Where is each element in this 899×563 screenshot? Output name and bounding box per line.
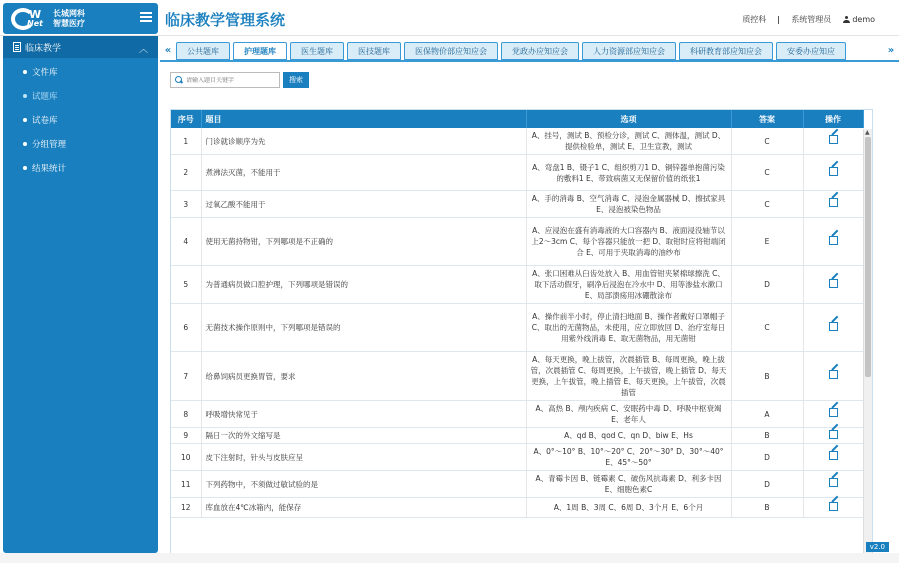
sidebar-item-label: 试卷库	[32, 116, 58, 126]
row-index: 2	[171, 155, 201, 191]
table-row	[171, 401, 863, 428]
row-index: 5	[171, 266, 201, 304]
row-index: 7	[171, 352, 201, 401]
tab-medtech-bank[interactable]: 医技题库	[347, 42, 401, 60]
search-icon	[175, 76, 183, 84]
scrollbar-thumb[interactable]	[865, 137, 871, 377]
search-input[interactable]	[186, 77, 278, 84]
row-options: A、0°～10° B、10°～20° C、20°～30° D、30°～40° E、45°～50°	[526, 444, 731, 471]
row-index: 4	[171, 218, 201, 266]
row-answer: B	[731, 352, 803, 401]
row-action	[803, 266, 863, 304]
row-question: 呼吸增快常见于	[201, 401, 526, 428]
table-row	[171, 471, 863, 498]
row-answer: C	[731, 128, 803, 155]
col-header-index: 序号	[171, 110, 201, 128]
sidebar-section-clinical[interactable]	[3, 36, 158, 58]
row-action	[803, 304, 863, 352]
table-header-row	[171, 110, 863, 128]
row-question: 煮沸法灭菌，不能用于	[201, 155, 526, 191]
footer-strip	[0, 553, 899, 563]
row-question: 隔日一次的外文缩写是	[201, 428, 526, 444]
row-options: A、手的消毒 B、空气消毒 C、浸泡金属器械 D、擦拭家具 E、浸泡被染色物品	[526, 191, 731, 218]
tab-nursing-bank[interactable]: 护理题库	[233, 42, 287, 60]
row-action	[803, 191, 863, 218]
col-header-options: 选项	[526, 110, 731, 128]
sidebar-item-label: 分组管理	[32, 140, 67, 150]
sidebar-item-label: 结果统计	[32, 164, 67, 174]
tab-research-edu[interactable]: 科研教育部应知应会	[679, 42, 773, 60]
main-content	[160, 36, 899, 563]
sidebar-item-question-bank[interactable]	[3, 84, 158, 108]
table-row	[171, 498, 863, 518]
row-action	[803, 352, 863, 401]
top-header	[0, 0, 899, 36]
row-question: 给鼻饲病员更换胃管，要求	[201, 352, 526, 401]
bullet-icon	[23, 118, 27, 122]
tab-underline	[160, 60, 899, 62]
row-answer: C	[731, 155, 803, 191]
row-action	[803, 128, 863, 155]
col-header-action: 操作	[803, 110, 863, 128]
row-question: 为普通病员做口腔护理，下列哪项是错误的	[201, 266, 526, 304]
row-index: 1	[171, 128, 201, 155]
row-action	[803, 471, 863, 498]
version-badge: v2.0	[866, 542, 889, 552]
row-index: 10	[171, 444, 201, 471]
table-row	[171, 304, 863, 352]
nav-sys-admin[interactable]: 系统管理员	[791, 15, 832, 24]
question-table	[170, 109, 873, 560]
sidebar-item-label: 文件库	[32, 68, 58, 78]
row-index: 12	[171, 498, 201, 518]
edit-icon[interactable]	[829, 478, 838, 487]
row-question: 门诊就诊顺序为先	[201, 128, 526, 155]
row-question: 过氧乙酸不能用于	[201, 191, 526, 218]
table-row	[171, 352, 863, 401]
col-header-title: 题目	[201, 110, 526, 128]
row-action	[803, 498, 863, 518]
row-answer: B	[731, 498, 803, 518]
logo-text	[53, 9, 85, 29]
edit-icon[interactable]	[829, 236, 838, 245]
tab-public-bank[interactable]: 公共题库	[176, 42, 230, 60]
menu-toggle-icon[interactable]	[140, 12, 152, 23]
bullet-icon	[23, 142, 27, 146]
edit-icon[interactable]	[829, 322, 838, 331]
row-action	[803, 218, 863, 266]
row-action	[803, 401, 863, 428]
row-action	[803, 428, 863, 444]
logo-line2: 智慧医疗	[53, 18, 85, 28]
table-row	[171, 218, 863, 266]
document-icon	[13, 42, 21, 52]
edit-icon[interactable]	[829, 408, 838, 417]
table-row	[171, 191, 863, 218]
logo-w: W	[29, 7, 42, 21]
table-row	[171, 428, 863, 444]
tab-scroll-right-icon[interactable]: »	[887, 45, 895, 56]
table-row	[171, 128, 863, 155]
search-row	[170, 71, 309, 89]
row-answer: E	[731, 218, 803, 266]
table-row	[171, 444, 863, 471]
row-options: A、青霉卡因 B、链霉素 C、破伤风抗毒素 D、利多卡因 E、细胞色素C	[526, 471, 731, 498]
row-answer: B	[731, 428, 803, 444]
tab-doctor-bank[interactable]: 医生题库	[290, 42, 344, 60]
table-scrollbar[interactable]	[863, 129, 872, 560]
user-icon	[843, 16, 850, 23]
row-options: A、操作前半小时，停止清扫地面 B、操作者戴好口罩帽子 C、取出的无菌物品，未使用，应立即放回 D、治疗室每日用紫外线消毒 E、取无菌物品，用无菌钳	[526, 304, 731, 352]
edit-icon[interactable]	[829, 198, 838, 207]
row-index: 8	[171, 401, 201, 428]
row-options: A、qd B、qod C、qn D、biw E、Hs	[526, 428, 731, 444]
edit-icon[interactable]	[829, 370, 838, 379]
bullet-icon	[23, 70, 27, 74]
row-index: 9	[171, 428, 201, 444]
row-index: 3	[171, 191, 201, 218]
logo	[3, 3, 158, 34]
row-question: 下列药物中，不须做过敏试验的是	[201, 471, 526, 498]
logo-line1: 长城网科	[53, 8, 85, 18]
row-options: A、1周 B、3周 C、6周 D、3个月 E、6个月	[526, 498, 731, 518]
table-row	[171, 155, 863, 191]
edit-icon[interactable]	[829, 502, 838, 511]
user-name: demo	[852, 15, 875, 24]
edit-icon[interactable]	[829, 430, 838, 439]
edit-icon[interactable]	[829, 279, 838, 288]
sidebar-item-file-library[interactable]	[3, 60, 158, 84]
tab-insurance-price[interactable]: 医保物价部应知应会	[404, 42, 498, 60]
tab-list	[176, 42, 884, 61]
row-options: A、每天更换，晚上拔管，次晨插管 B、每周更换，晚上拔管，次晨插管 C、每周更换，上午拔管，晚上插管 D、每天更换，上午拔管，晚上插管 E、每天更换，上午拔管，次晨插管	[526, 352, 731, 401]
nav-qc-dept[interactable]: 质控科	[742, 15, 767, 24]
row-question: 无菌技术操作原则中，下列哪项是错误的	[201, 304, 526, 352]
chevron-up-icon: ︿	[138, 45, 148, 55]
row-index: 11	[171, 471, 201, 498]
row-index: 6	[171, 304, 201, 352]
col-header-answer: 答案	[731, 110, 803, 128]
row-answer: D	[731, 444, 803, 471]
search-button[interactable]: 搜索	[283, 72, 309, 88]
row-answer: D	[731, 266, 803, 304]
sidebar-item-paper-library[interactable]	[3, 108, 158, 132]
sidebar-section-label: 临床教学	[25, 43, 62, 54]
logo-net: Net	[27, 18, 43, 28]
row-options: A、张口困难从臼齿处放入 B、用血管钳夹紧棉球擦洗 C、取下活动假牙，刷净后浸泡在冷水中 D、用等渗盐水漱口 E、局部溃疡用冰硼散涂布	[526, 266, 731, 304]
row-answer: C	[731, 304, 803, 352]
nav-divider	[778, 16, 779, 24]
bullet-icon	[23, 94, 27, 98]
tab-bar	[160, 42, 895, 61]
row-answer: A	[731, 401, 803, 428]
gwnet-logo-icon	[11, 8, 49, 30]
row-answer: C	[731, 191, 803, 218]
bullet-icon	[23, 166, 27, 170]
tab-party-office[interactable]: 党政办应知应会	[501, 42, 579, 60]
row-question: 库血放在4℃冰箱内，能保存	[201, 498, 526, 518]
row-options: A、高热 B、颅内疾病 C、安眠药中毒 D、呼吸中枢衰竭 E、老年人	[526, 401, 731, 428]
table-row	[171, 266, 863, 304]
tab-safety-office[interactable]: 安委办应知应	[776, 42, 846, 60]
search-box	[170, 72, 280, 88]
row-action	[803, 444, 863, 471]
edit-icon[interactable]	[829, 451, 838, 460]
sidebar-item-result-stats[interactable]	[3, 156, 158, 180]
user-menu[interactable]	[843, 15, 875, 24]
top-nav	[742, 14, 875, 25]
scroll-up-icon[interactable]: ▲	[865, 129, 870, 136]
tab-scroll-left-icon[interactable]: «	[164, 45, 172, 56]
sidebar	[3, 36, 158, 553]
sidebar-item-group-management[interactable]	[3, 132, 158, 156]
tab-hr-dept[interactable]: 人力资源部应知应会	[582, 42, 676, 60]
row-options: A、应浸泡在盛有消毒液的大口容器内 B、液面浸没轴节以上2～3cm C、每个容器只能放一把 D、取钳时应将钳端闭合 E、可用于夹取消毒的油纱布	[526, 218, 731, 266]
edit-icon[interactable]	[829, 167, 838, 176]
row-question: 使用无菌持物钳，下列哪项是不正确的	[201, 218, 526, 266]
row-question: 皮下注射时，针头与皮肤应呈	[201, 444, 526, 471]
row-options: A、弯盘1 B、镊子1 C、组织剪刀1 D、铜锌器单抱菌污染的敷料1 E、带致病菌又无保留价值的纸张1	[526, 155, 731, 191]
edit-icon[interactable]	[829, 135, 838, 144]
row-options: A、挂号，测试 B、预检分诊，测试 C、测体温，测试 D、提供检验单，测试 E、卫生宣教，测试	[526, 128, 731, 155]
row-answer: D	[731, 471, 803, 498]
app-title: 临床教学管理系统	[165, 11, 286, 29]
row-action	[803, 155, 863, 191]
sidebar-item-label: 试题库	[32, 92, 58, 102]
